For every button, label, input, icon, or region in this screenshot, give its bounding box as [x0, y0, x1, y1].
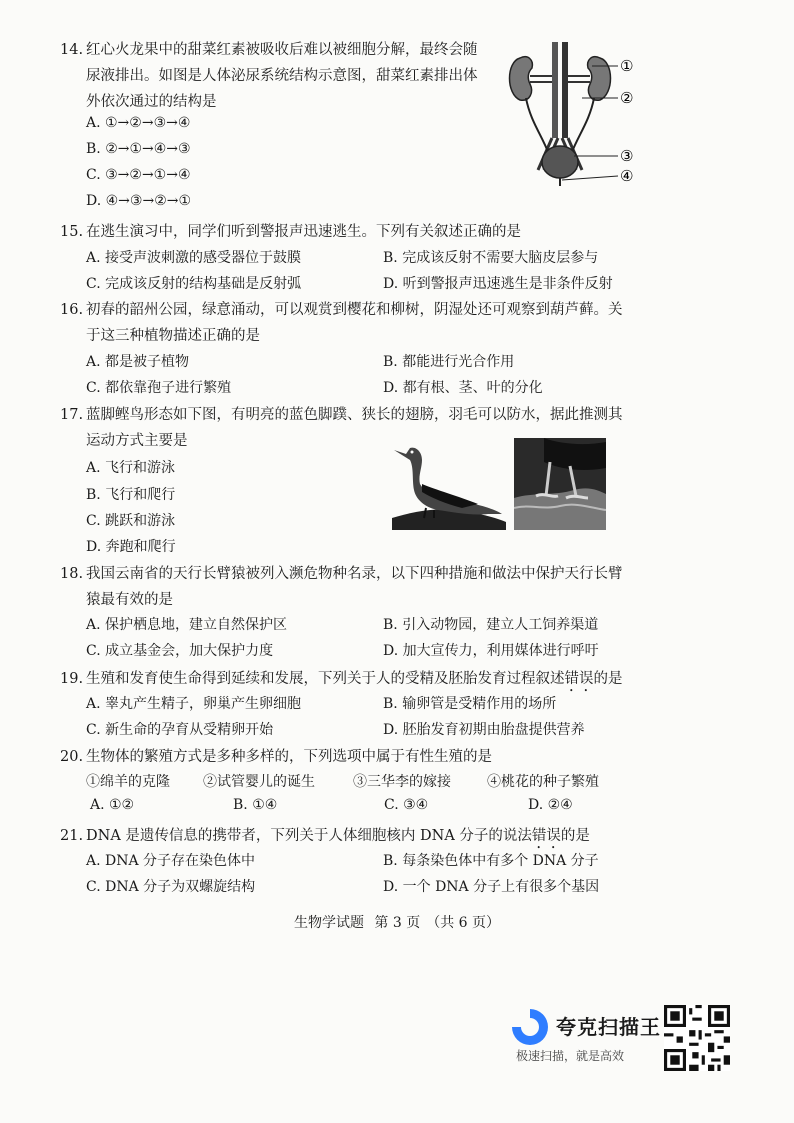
question-stem: 生殖和发育使生命得到延续和发展，下列关于人的受精及胚胎发育过程叙述	[86, 671, 565, 687]
label-2: ②	[620, 89, 634, 107]
option-b: B. 完成该反射不需要大脑皮层参与	[383, 250, 599, 266]
urinary-system-diagram	[500, 40, 650, 188]
question-20	[60, 744, 492, 770]
question-stem: DNA 是遗传信息的携带者，下列关于人体细胞核内 DNA 分子的说法	[86, 828, 532, 844]
item-4: ④桃花的种子繁殖	[487, 774, 599, 790]
emphasis-text: 错误	[531, 828, 561, 844]
option-c: C. 成立基金会，加大保护力度	[86, 643, 274, 659]
left-ureter	[526, 98, 548, 152]
option-d: D. 奔跑和爬行	[86, 539, 176, 555]
label-4: ④	[620, 167, 634, 185]
option-c: C. 新生命的孕育从受精卵开始	[86, 722, 274, 738]
option-a: A. 睾丸产生精子，卵巢产生卵细胞	[86, 696, 302, 712]
option-a: A. ①→②→③→④	[86, 115, 191, 131]
question-number: 21.	[60, 828, 84, 844]
question-number: 14.	[60, 42, 84, 58]
question-stem-line: 猿最有效的是	[86, 592, 173, 608]
option-d: D. 加大宣传力，利用媒体进行呼吁	[383, 643, 599, 659]
item-3: ③三华李的嫁接	[353, 774, 451, 790]
question-stem-end: 的是	[560, 828, 590, 844]
option-d: D. ②④	[528, 797, 573, 813]
footer-subject: 生物学试题	[293, 915, 364, 931]
question-stem: 初春的韶州公园，绿意涌动，可以观赏到樱花和柳树，阴湿处还可观察到葫芦藓。关	[86, 302, 623, 318]
option-b: B. 引入动物园，建立人工饲养渠道	[383, 617, 599, 633]
question-stem-line: 尿液排出。如图是人体泌尿系统结构示意图，甜菜红素排出体	[86, 68, 478, 84]
vena-cava	[552, 42, 558, 138]
option-c: C. 都依靠孢子进行繁殖	[86, 380, 232, 396]
item-1: ①绵羊的克隆	[86, 774, 170, 790]
question-number: 16.	[60, 302, 84, 318]
question-stem-line: 于这三种植物描述正确的是	[86, 328, 260, 344]
question-number: 15.	[60, 224, 84, 240]
option-b: B. ②→①→④→③	[86, 141, 191, 157]
question-16	[60, 297, 623, 349]
item-2: ②试管婴儿的诞生	[203, 774, 315, 790]
option-c: C. 跳跃和游泳	[86, 513, 176, 529]
option-d: D. 都有根、茎、叶的分化	[383, 380, 543, 396]
booby-feet-photo	[514, 438, 606, 530]
question-15	[60, 219, 521, 245]
booby-bird-photo	[392, 438, 506, 530]
emphasis-text: 错误	[564, 671, 594, 687]
left-kidney	[510, 57, 533, 101]
question-stem-line: 外依次通过的结构是	[86, 94, 217, 110]
question-stem: 红心火龙果中的甜菜红素被吸收后难以被细胞分解，最终会随	[86, 42, 478, 58]
right-kidney	[588, 57, 611, 101]
footer-page-number: 第 3 页	[374, 915, 421, 931]
option-b: B. ①④	[233, 797, 278, 813]
page-footer	[0, 912, 794, 932]
question-stem: 生物体的繁殖方式是多种多样的，下列选项中属于有性生殖的是	[86, 749, 492, 765]
question-number: 19.	[60, 671, 84, 687]
question-number: 20.	[60, 749, 84, 765]
option-d: D. ④→③→②→①	[86, 193, 192, 209]
option-a: A. 接受声波刺激的感受器位于鼓膜	[86, 250, 302, 266]
option-c: C. DNA 分子为双螺旋结构	[86, 879, 256, 895]
question-18	[60, 561, 623, 613]
bladder	[542, 146, 578, 178]
quark-logo-icon	[512, 1009, 548, 1045]
option-c: C. 完成该反射的结构基础是反射弧	[86, 276, 302, 292]
qr-code-icon	[664, 1005, 730, 1071]
question-21	[60, 823, 590, 852]
question-stem: 我国云南省的天行长臂猿被列入濒危物种名录，以下四种措施和做法中保护天行长臂	[86, 566, 623, 582]
question-stem-line: 运动方式主要是	[86, 433, 188, 449]
watermark-title: 夸克扫描王	[556, 1015, 661, 1039]
option-a: A. 飞行和游泳	[86, 460, 176, 476]
option-b: B. 每条染色体中有多个 DNA 分子	[383, 853, 599, 869]
scanner-watermark	[512, 1005, 744, 1075]
option-b: B. 都能进行光合作用	[383, 354, 515, 370]
option-d: D. 胚胎发育初期由胎盘提供营养	[383, 722, 585, 738]
question-stem: 在逃生演习中，同学们听到警报声迅速逃生。下列有关叙述正确的是	[86, 224, 521, 240]
question-14	[60, 37, 478, 115]
option-a: A. ①②	[90, 797, 135, 813]
option-a: A. DNA 分子存在染色体中	[86, 853, 256, 869]
watermark-subtitle: 极速扫描，就是高效	[516, 1049, 625, 1063]
aorta	[562, 42, 568, 138]
option-b: B. 输卵管是受精作用的场所	[383, 696, 557, 712]
question-number: 17.	[60, 407, 84, 423]
option-a: A. 保护栖息地，建立自然保护区	[86, 617, 288, 633]
question-19	[60, 666, 623, 695]
option-c: C. ③④	[384, 797, 429, 813]
label-1: ①	[620, 57, 634, 75]
option-b: B. 飞行和爬行	[86, 487, 176, 503]
right-ureter	[572, 98, 594, 152]
footer-total-pages: （共 6 页）	[426, 915, 501, 931]
option-c: C. ③→②→①→④	[86, 167, 191, 183]
option-a: A. 都是被子植物	[86, 354, 190, 370]
question-stem: 蓝脚鲣鸟形态如下图，有明亮的蓝色脚蹼、狭长的翅膀，羽毛可以防水，据此推测其	[86, 407, 623, 423]
option-d: D. 听到警报声迅速逃生是非条件反射	[383, 276, 613, 292]
option-d: D. 一个 DNA 分子上有很多个基因	[383, 879, 600, 895]
question-stem-end: 的是	[593, 671, 623, 687]
question-number: 18.	[60, 566, 84, 582]
label-3: ③	[620, 147, 634, 165]
